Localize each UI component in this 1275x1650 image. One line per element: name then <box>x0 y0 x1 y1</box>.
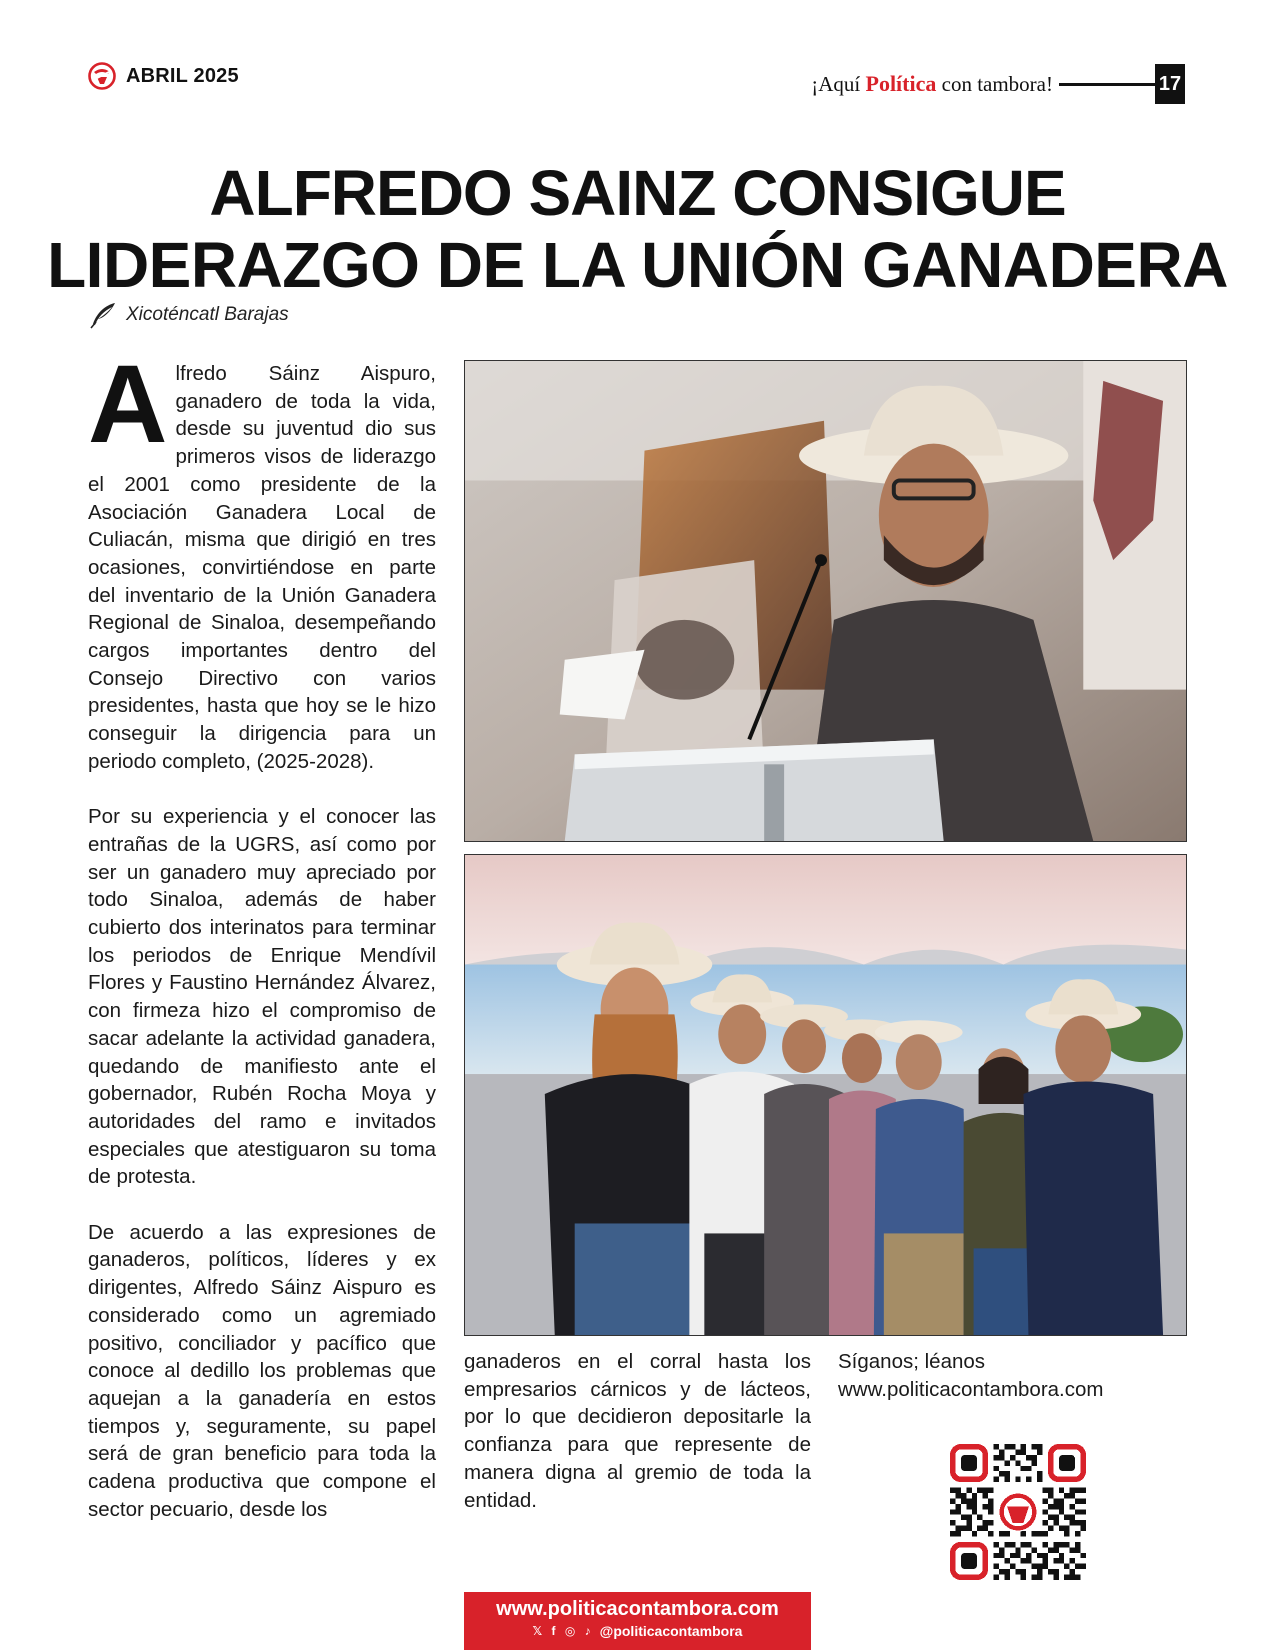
headline-line2: LIDERAZGO DE LA UNIÓN GANADERA <box>47 229 1228 301</box>
closing-url[interactable]: www.politicacontambora.com <box>838 1377 1104 1401</box>
issue-date: ABRIL 2025 <box>126 64 239 87</box>
paragraph-1: Alfredo Sáinz Aispuro, ganadero de toda la vida, desde su juventud dio sus primeros visos de liderazgo el 2001 como presidente de la Asociación Ganadera Local de Culiacán, misma que dirigió en tres ocasiones, convirtiéndose en parte del inventario de la Unión Ganadera Regional de Sinaloa, desempeñando cargos importantes dentro del Consejo Directivo con varios presidentes, hasta que hoy se le hizo conseguir la dirigencia para un periodo completo, (2025-2028). <box>88 343 436 773</box>
byline <box>88 300 289 330</box>
paragraph-2: Por su experiencia y el conocer las entrañas de la UGRS, así como por ser un ganadero muy apreciado por todo Sinaloa, además de haber cubierto dos interinatos para terminar los periodos de Enrique Mendívil Flores y Faustino Hernández Álvarez, con firmeza hizo el compromiso de sacar adelante la actividad ganadera, quedando de manifiesto ante el gobernador, Rubén Rocha Moya y autoridades del ramo e invitados especiales que atestiguaron su toma de protesta. <box>88 805 436 1189</box>
header-rule <box>1059 83 1155 86</box>
qr-code[interactable] <box>950 1444 1086 1580</box>
article-column-middle <box>464 1348 811 1514</box>
social-handle[interactable]: @politicacontambora <box>599 1623 743 1639</box>
photo-group <box>464 854 1187 1336</box>
header-left <box>88 62 239 90</box>
author-name: Xicoténcatl Barajas <box>126 304 289 325</box>
slogan: ¡Aquí Política con tambora! <box>811 71 1053 96</box>
logo-icon <box>88 62 116 90</box>
headline-line1: ALFREDO SAINZ CONSIGUE <box>209 157 1066 229</box>
article-column-right <box>838 1348 1138 1403</box>
footer-banner <box>464 1592 811 1650</box>
footer-url[interactable]: www.politicacontambora.com <box>496 1598 779 1620</box>
paragraph-3: De acuerdo a las expresiones de ganaderos, políticos, líderes y ex dirigentes, Alfredo Sáinz Aispuro es considerado como un agremiado positivo, conciliador y pacífico que conoce al dedillo los problemas que aquejan a la ganadería en estos tiempos y, seguramente, su papel será de gran beneficio para toda la cadena productiva que compone el sector pecuario, desde los <box>88 1220 436 1521</box>
photo-speaker <box>464 360 1187 842</box>
footer-social <box>464 1623 811 1639</box>
page-number: 17 <box>1155 64 1185 104</box>
social-icons[interactable]: 𝕏 f ◎ ♪ <box>532 1624 594 1638</box>
article-column-left <box>88 343 436 1524</box>
drop-cap: A <box>88 343 168 466</box>
quill-icon <box>88 300 118 330</box>
closing-follow: Síganos; léanos <box>838 1350 986 1373</box>
paragraph-4: ganaderos en el corral hasta los empresarios cárnicos y de lácteos, por lo que decidieron depositarle la confianza para que represente de manera digna al gremio de toda la entidad. <box>464 1350 811 1512</box>
header-right <box>811 64 1185 104</box>
